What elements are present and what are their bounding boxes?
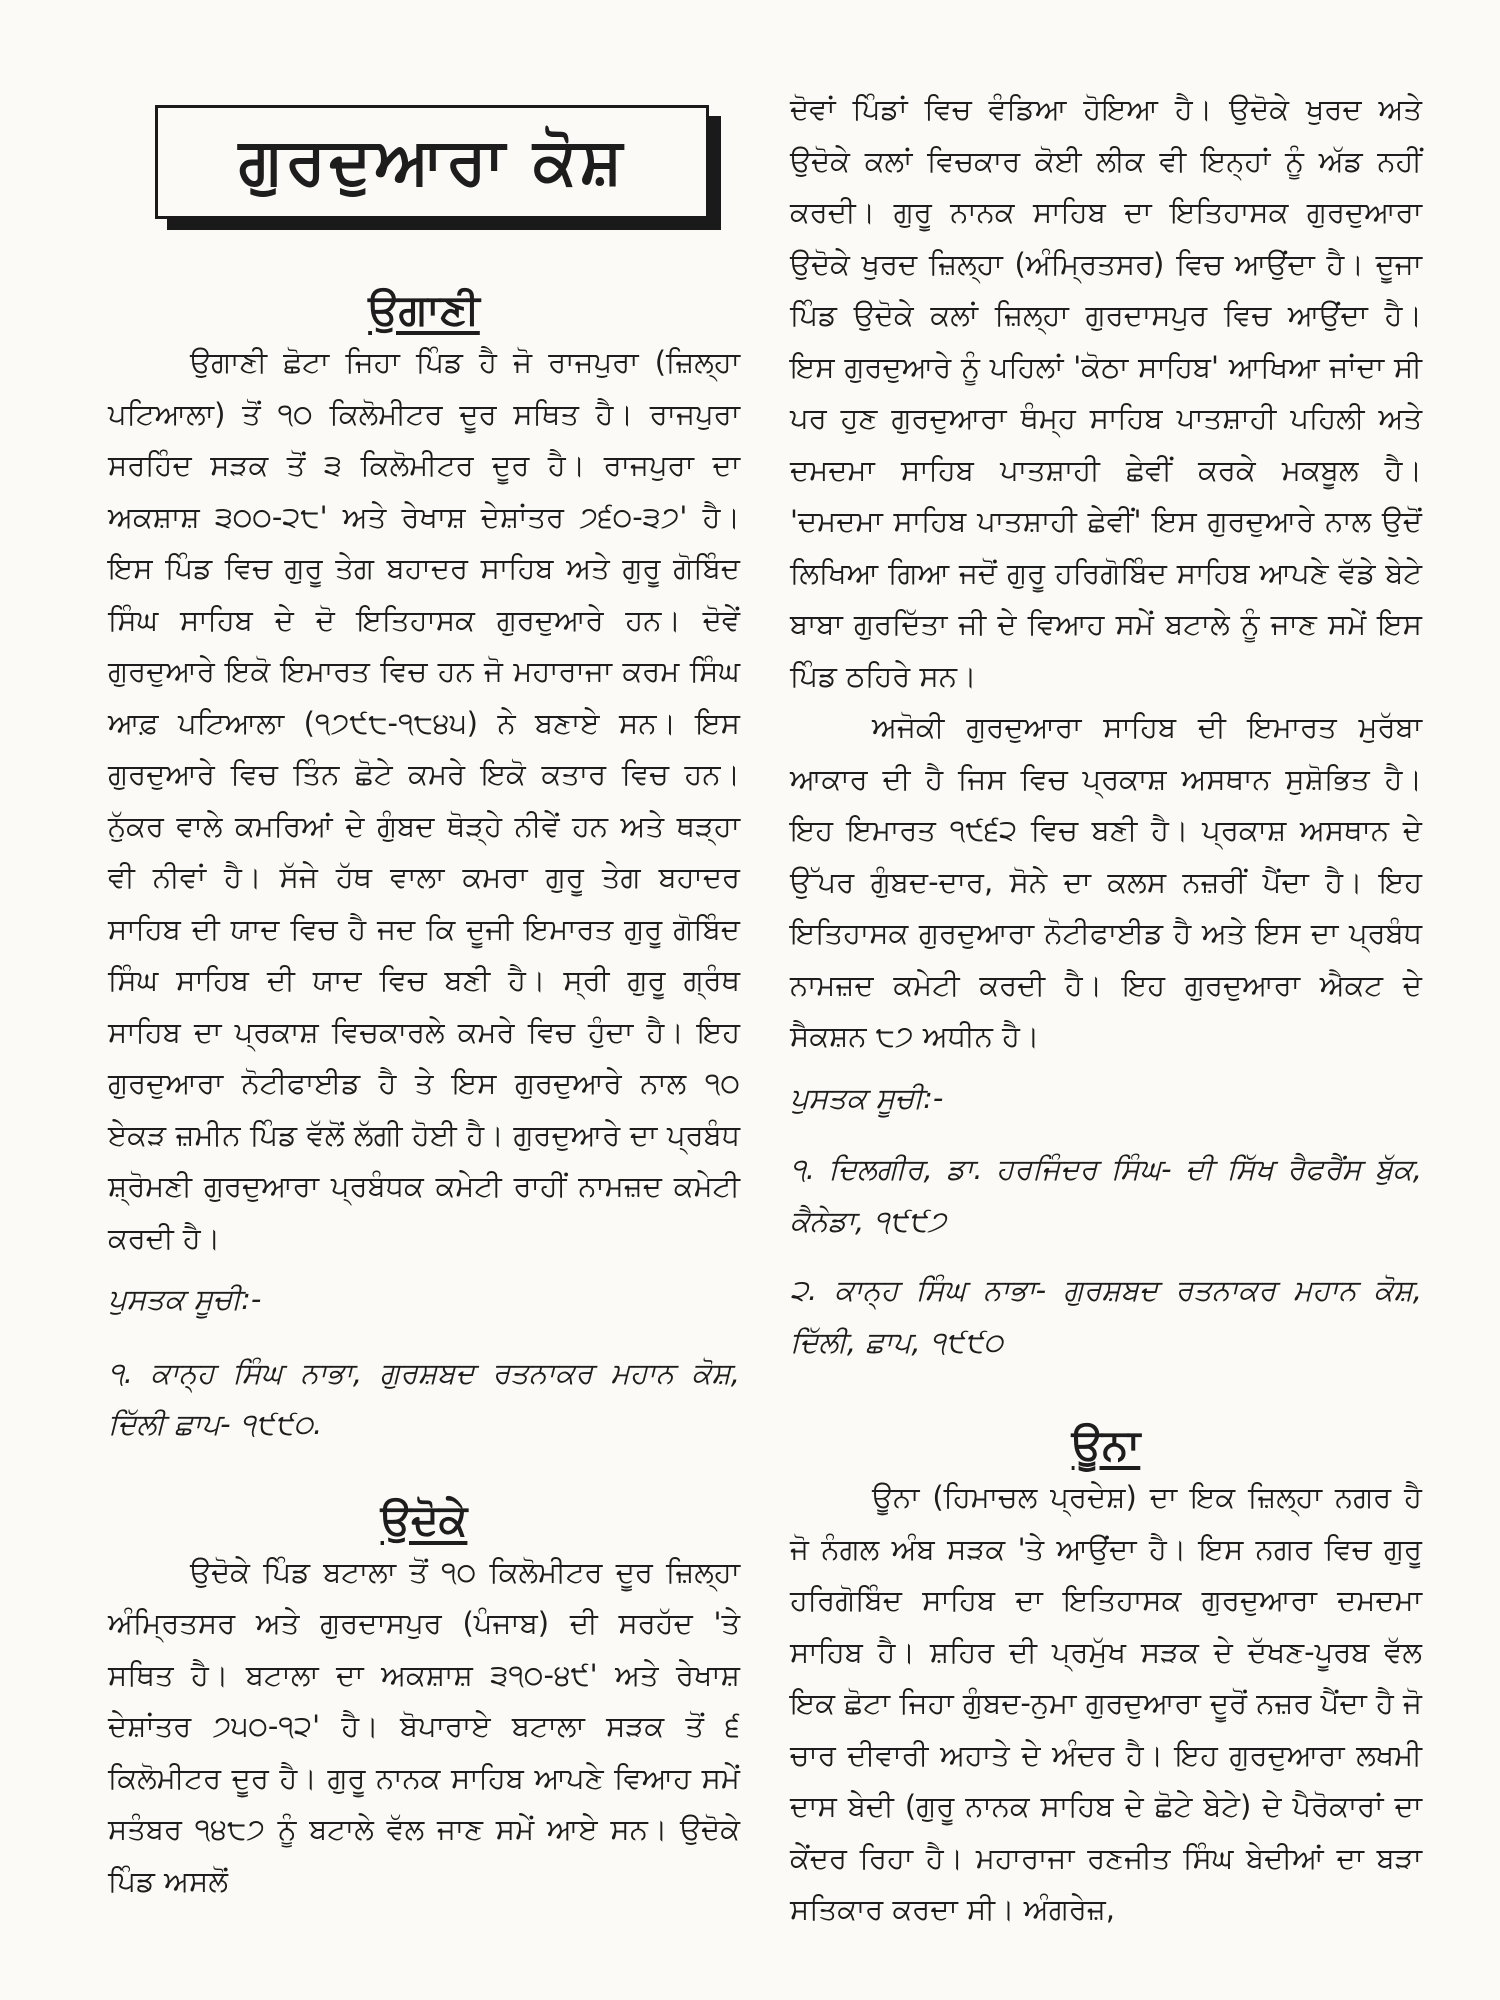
entry-body-udoke-part2: ਦੋਵਾਂ ਪਿੰਡਾਂ ਵਿਚ ਵੰਡਿਆ ਹੋਇਆ ਹੈ। ਉਦੋਕੇ ਖੁਰਦ ਅਤੇ ਉਦੋਕੇ ਕਲਾਂ ਵਿਚਕਾਰ ਕੋਈ ਲੀਕ ਵੀ ਇਨ੍ਹਾਂ ਨੂੰ ਅੱਡ ਨਹੀਂ ਕਰਦੀ। ਗੁਰੂ ਨਾਨਕ ਸਾਹਿਬ ਦਾ ਇਤਿਹਾਸਕ ਗੁਰਦੁਆਰਾ ਉਦੋਕੇ ਖੁਰਦ ਜ਼ਿਲ੍ਹਾ (ਅੰਮ੍ਰਿਤਸਰ) ਵਿਚ ਆਉਂਦਾ ਹੈ। ਦੂਜਾ ਪਿੰਡ ਉਦੋਕੇ ਕਲਾਂ ਜ਼ਿਲ੍ਹਾ ਗੁਰਦਾਸਪੁਰ ਵਿਚ ਆਉਂਦਾ ਹੈ। ਇਸ ਗੁਰਦੁਆਰੇ ਨੂੰ ਪਹਿਲਾਂ 'ਕੋਠਾ ਸਾਹਿਬ' ਆਖਿਆ ਜਾਂਦਾ ਸੀ ਪਰ ਹੁਣ ਗੁਰਦੁਆਰਾ ਥੰਮ੍ਹ ਸਾਹਿਬ ਪਾਤਸ਼ਾਹੀ ਪਹਿਲੀ ਅਤੇ ਦਮਦਮਾ ਸਾਹਿਬ ਪਾਤਸ਼ਾਹੀ ਛੇਵੀਂ ਕਰਕੇ ਮਕਬੂਲ ਹੈ। 'ਦਮਦਮਾ ਸਾਹਿਬ ਪਾਤਸ਼ਾਹੀ ਛੇਵੀਂ' ਇਸ ਗੁਰਦੁਆਰੇ ਨਾਲ ਉਦੋਂ ਲਿਖਿਆ ਗਿਆ ਜਦੋਂ ਗੁਰੂ ਹਰਿਗੋਬਿੰਦ ਸਾਹਿਬ ਆਪਣੇ ਵੱਡੇ ਬੇਟੇ ਬਾਬਾ ਗੁਰਦਿੱਤਾ ਜੀ ਦੇ ਵਿਆਹ ਸਮੇਂ ਬਟਾਲੇ ਨੂੰ ਜਾਣ ਸਮੇਂ ਇਸ ਪਿੰਡ ਠਹਿਰੇ ਸਨ। — [790, 92, 1422, 693]
entry-heading-uggani: ਉਗਾਣੀ — [368, 285, 480, 334]
left-column — [108, 285, 740, 1907]
page-title: ਗੁਰਦੁਆਰਾ ਕੋਸ਼ — [238, 125, 626, 199]
bibliography-item: ੧. ਕਾਨ੍ਹ ਸਿੰਘ ਨਾਭਾ, ਗੁਰਸ਼ਬਦ ਰਤਨਾਕਰ ਮਹਾਨ ਕੋਸ਼, ਦਿੱਲੀ ਛਾਪ- ੧੯੯੦. — [108, 1355, 740, 1441]
entry-body-udoke-part3: ਅਜੋਕੀ ਗੁਰਦੁਆਰਾ ਸਾਹਿਬ ਦੀ ਇਮਾਰਤ ਮੁਰੱਬਾ ਆਕਾਰ ਦੀ ਹੈ ਜਿਸ ਵਿਚ ਪ੍ਰਕਾਸ਼ ਅਸਥਾਨ ਸੁਸ਼ੋਭਿਤ ਹੈ। ਇਹ ਇਮਾਰਤ ੧੯੬੨ ਵਿਚ ਬਣੀ ਹੈ। ਪ੍ਰਕਾਸ਼ ਅਸਥਾਨ ਦੇ ਉੱਪਰ ਗੁੰਬਦ-ਦਾਰ, ਸੋਨੇ ਦਾ ਕਲਸ ਨਜ਼ਰੀਂ ਪੈਂਦਾ ਹੈ। ਇਹ ਇਤਿਹਾਸਕ ਗੁਰਦੁਆਰਾ ਨੋਟੀਫਾਈਡ ਹੈ ਅਤੇ ਇਸ ਦਾ ਪ੍ਰਬੰਧ ਨਾਮਜ਼ਦ ਕਮੇਟੀ ਕਰਦੀ ਹੈ। ਇਹ ਗੁਰਦੁਆਰਾ ਐਕਟ ਦੇ ਸੈਕਸ਼ਨ ੮੭ ਅਧੀਨ ਹੈ। — [790, 710, 1422, 1053]
entry-body-udoke-part1: ਉਦੋਕੇ ਪਿੰਡ ਬਟਾਲਾ ਤੋਂ ੧੦ ਕਿਲੋਮੀਟਰ ਦੂਰ ਜ਼ਿਲ੍ਹਾ ਅੰਮ੍ਰਿਤਸਰ ਅਤੇ ਗੁਰਦਾਸਪੁਰ (ਪੰਜਾਬ) ਦੀ ਸਰਹੱਦ 'ਤੇ ਸਥਿਤ ਹੈ। ਬਟਾਲਾ ਦਾ ਅਕਸ਼ਾਸ਼ ੩੧੦-੪੯' ਅਤੇ ਰੇਖਾਸ਼ ਦੇਸ਼ਾਂਤਰ ੭੫੦-੧੨' ਹੈ। ਬੋਪਾਰਾਏ ਬਟਾਲਾ ਸੜਕ ਤੋਂ ੬ ਕਿਲੋਮੀਟਰ ਦੂਰ ਹੈ। ਗੁਰੂ ਨਾਨਕ ਸਾਹਿਬ ਆਪਣੇ ਵਿਆਹ ਸਮੇਂ ਸਤੰਬਰ ੧੪੮੭ ਨੂੰ ਬਟਾਲੇ ਵੱਲ ਜਾਣ ਸਮੇਂ ਆਏ ਸਨ। ਉਦੋਕੇ ਪਿੰਡ ਅਸਲੋਂ — [108, 1554, 740, 1898]
page-title-box — [155, 105, 709, 219]
bibliography-item: ੨. ਕਾਨ੍ਹ ਸਿੰਘ ਨਾਭਾ- ਗੁਰਸ਼ਬਦ ਰਤਨਾਕਰ ਮਹਾਨ ਕੋਸ਼, ਦਿੱਲੀ, ਛਾਪ, ੧੯੯੦ — [790, 1273, 1422, 1359]
entry-body-una: ਊਨਾ (ਹਿਮਾਚਲ ਪ੍ਰਦੇਸ਼) ਦਾ ਇਕ ਜ਼ਿਲ੍ਹਾ ਨਗਰ ਹੈ ਜੋ ਨੰਗਲ ਅੰਬ ਸੜਕ 'ਤੇ ਆਉਂਦਾ ਹੈ। ਇਸ ਨਗਰ ਵਿਚ ਗੁਰੂ ਹਰਿਗੋਬਿੰਦ ਸਾਹਿਬ ਦਾ ਇਤਿਹਾਸਕ ਗੁਰਦੁਆਰਾ ਦਮਦਮਾ ਸਾਹਿਬ ਹੈ। ਸ਼ਹਿਰ ਦੀ ਪ੍ਰਮੁੱਖ ਸੜਕ ਦੇ ਦੱਖਣ-ਪੂਰਬ ਵੱਲ ਇਕ ਛੋਟਾ ਜਿਹਾ ਗੁੰਬਦ-ਨੁਮਾ ਗੁਰਦੁਆਰਾ ਦੂਰੋਂ ਨਜ਼ਰ ਪੈਂਦਾ ਹੈ ਜੋ ਚਾਰ ਦੀਵਾਰੀ ਅਹਾਤੇ ਦੇ ਅੰਦਰ ਹੈ। ਇਹ ਗੁਰਦੁਆਰਾ ਲਖਮੀ ਦਾਸ ਬੇਦੀ (ਗੁਰੂ ਨਾਨਕ ਸਾਹਿਬ ਦੇ ਛੋਟੇ ਬੇਟੇ) ਦੇ ਪੈਰੋਕਾਰਾਂ ਦਾ ਕੇਂਦਰ ਰਿਹਾ ਹੈ। ਮਹਾਰਾਜਾ ਰਣਜੀਤ ਸਿੰਘ ਬੇਦੀਆਂ ਦਾ ਬੜਾ ਸਤਿਕਾਰ ਕਰਦਾ ਸੀ। ਅੰਗਰੇਜ਼, — [790, 1480, 1422, 1926]
entry-body-uggani: ਉਗਾਣੀ ਛੋਟਾ ਜਿਹਾ ਪਿੰਡ ਹੈ ਜੋ ਰਾਜਪੁਰਾ (ਜ਼ਿਲ੍ਹਾ ਪਟਿਆਲਾ) ਤੋਂ ੧੦ ਕਿਲੋਮੀਟਰ ਦੂਰ ਸਥਿਤ ਹੈ। ਰਾਜਪੁਰਾ ਸਰਹਿੰਦ ਸੜਕ ਤੋਂ ੩ ਕਿਲੋਮੀਟਰ ਦੂਰ ਹੈ। ਰਾਜਪੁਰਾ ਦਾ ਅਕਸ਼ਾਸ਼ ੩੦੦-੨੮' ਅਤੇ ਰੇਖਾਸ਼ ਦੇਸ਼ਾਂਤਰ ੭੬੦-੩੭' ਹੈ। ਇਸ ਪਿੰਡ ਵਿਚ ਗੁਰੂ ਤੇਗ ਬਹਾਦਰ ਸਾਹਿਬ ਅਤੇ ਗੁਰੂ ਗੋਬਿੰਦ ਸਿੰਘ ਸਾਹਿਬ ਦੇ ਦੋ ਇਤਿਹਾਸਕ ਗੁਰਦੁਆਰੇ ਹਨ। ਦੋਵੇਂ ਗੁਰਦੁਆਰੇ ਇਕੋ ਇਮਾਰਤ ਵਿਚ ਹਨ ਜੋ ਮਹਾਰਾਜਾ ਕਰਮ ਸਿੰਘ ਆਫ਼ ਪਟਿਆਲਾ (੧੭੯੮-੧੮੪੫) ਨੇ ਬਣਾਏ ਸਨ। ਇਸ ਗੁਰਦੁਆਰੇ ਵਿਚ ਤਿੰਨ ਛੋਟੇ ਕਮਰੇ ਇਕੋ ਕਤਾਰ ਵਿਚ ਹਨ। ਨੁੱਕਰ ਵਾਲੇ ਕਮਰਿਆਂ ਦੇ ਗੁੰਬਦ ਥੋੜ੍ਹੇ ਨੀਵੇਂ ਹਨ ਅਤੇ ਥੜ੍ਹਾ ਵੀ ਨੀਵਾਂ ਹੈ। ਸੱਜੇ ਹੱਥ ਵਾਲਾ ਕਮਰਾ ਗੁਰੂ ਤੇਗ ਬਹਾਦਰ ਸਾਹਿਬ ਦੀ ਯਾਦ ਵਿਚ ਹੈ ਜਦ ਕਿ ਦੂਜੀ ਇਮਾਰਤ ਗੁਰੂ ਗੋਬਿੰਦ ਸਿੰਘ ਸਾਹਿਬ ਦੀ ਯਾਦ ਵਿਚ ਬਣੀ ਹੈ। ਸ੍ਰੀ ਗੁਰੂ ਗ੍ਰੰਥ ਸਾਹਿਬ ਦਾ ਪ੍ਰਕਾਸ਼ ਵਿਚਕਾਰਲੇ ਕਮਰੇ ਵਿਚ ਹੁੰਦਾ ਹੈ। ਇਹ ਗੁਰਦੁਆਰਾ ਨੋਟੀਫਾਈਡ ਹੈ ਤੇ ਇਸ ਗੁਰਦੁਆਰੇ ਨਾਲ ੧੦ ਏਕੜ ਜ਼ਮੀਨ ਪਿੰਡ ਵੱਲੋਂ ਲੱਗੀ ਹੋਈ ਹੈ। ਗੁਰਦੁਆਰੇ ਦਾ ਪ੍ਰਬੰਧ ਸ਼੍ਰੋਮਣੀ ਗੁਰਦੁਆਰਾ ਪ੍ਰਬੰਧਕ ਕਮੇਟੀ ਰਾਹੀਂ ਨਾਮਜ਼ਦ ਕਮੇਟੀ ਕਰਦੀ ਹੈ। — [108, 345, 740, 1255]
bibliography-label: ਪੁਸਤਕ ਸੂਚੀ:- — [108, 1282, 262, 1316]
entry-heading-una: ਊਨਾ — [1071, 1420, 1141, 1469]
bibliography-item: ੧. ਦਿਲਗੀਰ, ਡਾ. ਹਰਜਿੰਦਰ ਸਿੰਘ- ਦੀ ਸਿੱਖ ਰੈਫਰੈਂਸ ਬੁੱਕ, ਕੈਨੇਡਾ, ੧੯੯੭ — [790, 1152, 1422, 1238]
right-column — [790, 84, 1422, 1936]
bibliography-label: ਪੁਸਤਕ ਸੂਚੀ:- — [790, 1080, 944, 1115]
entry-heading-udoke: ਉਦੋਕੇ — [380, 1494, 468, 1544]
